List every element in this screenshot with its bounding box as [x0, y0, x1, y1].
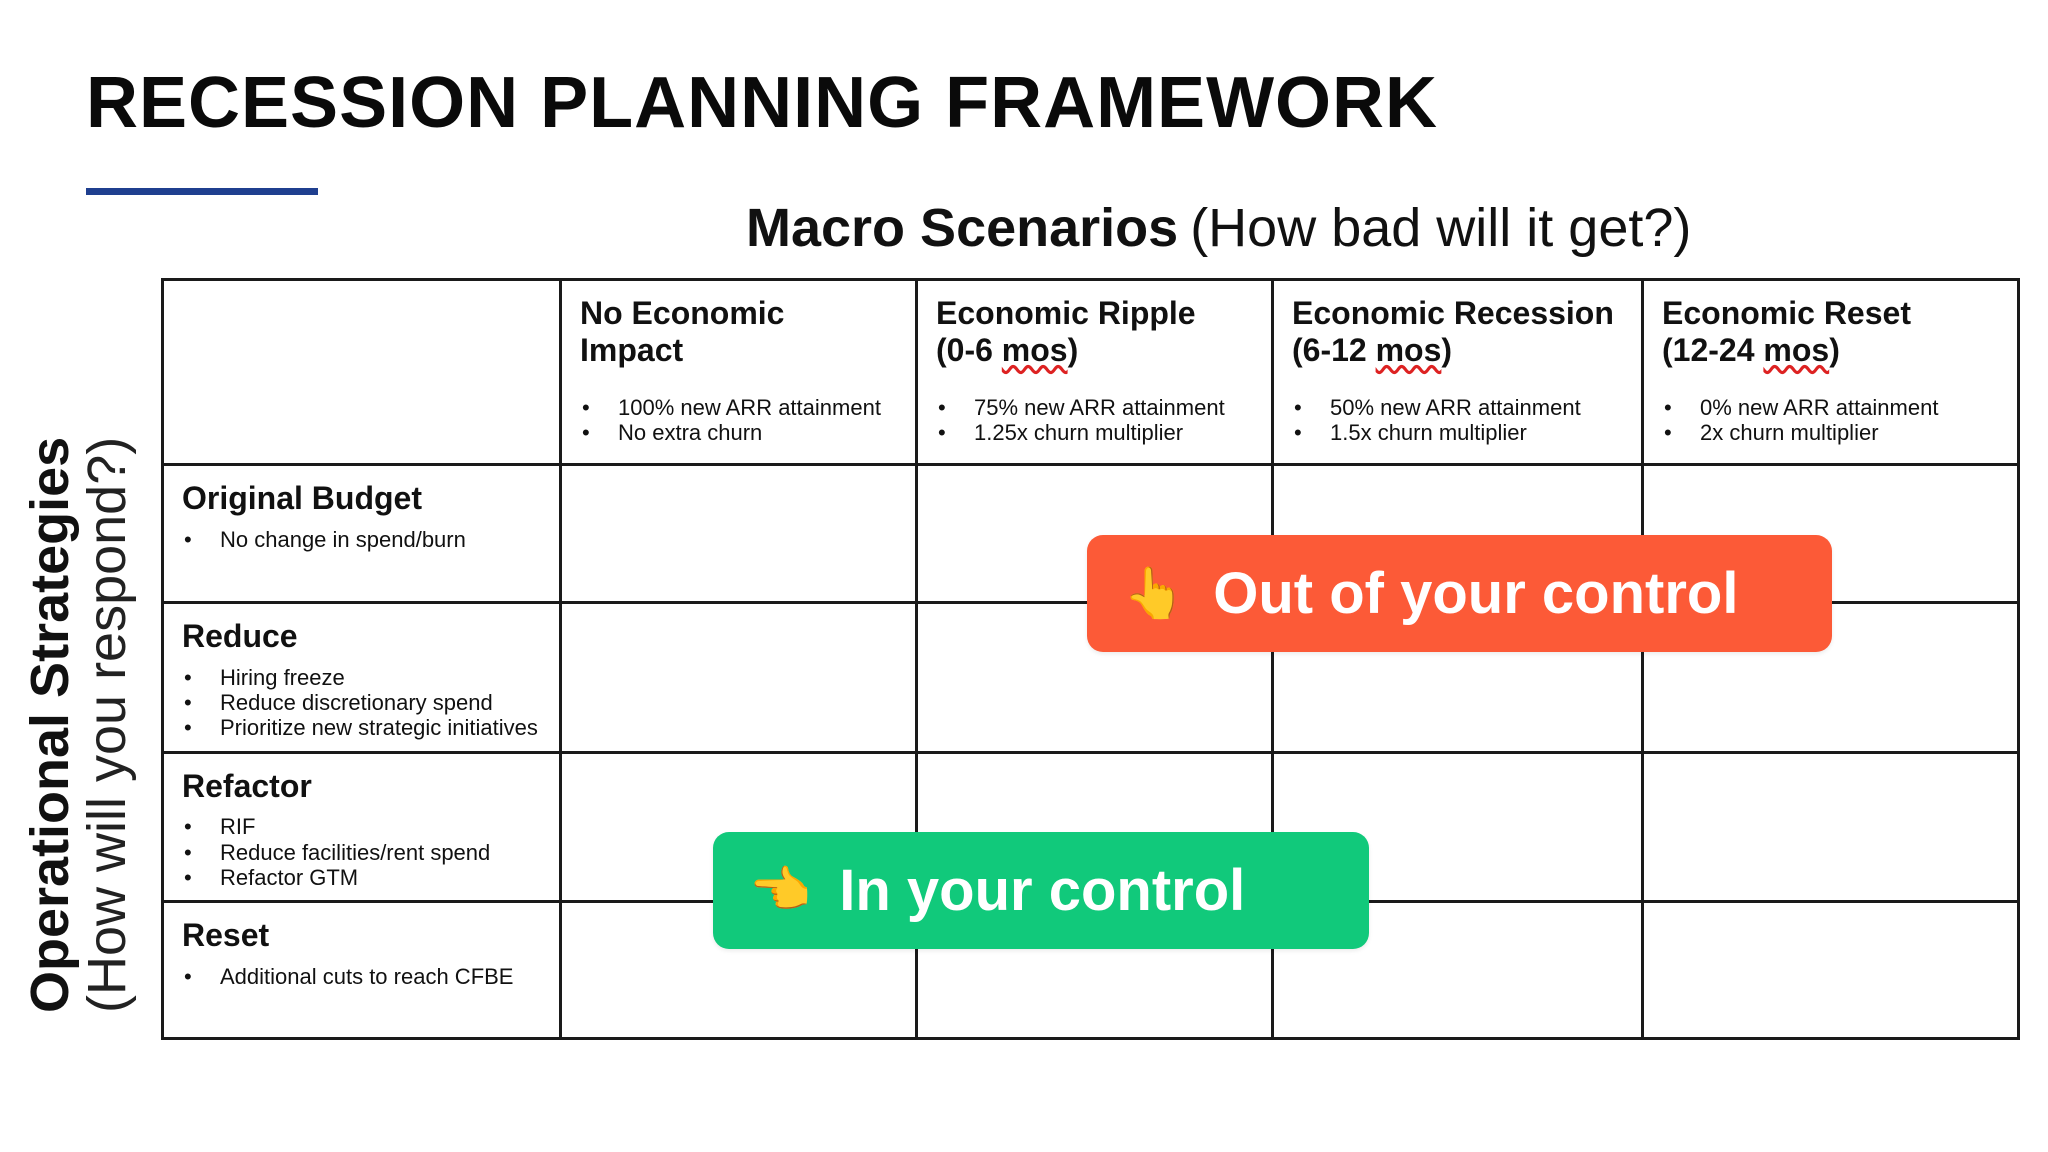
scenario-assumptions — [580, 395, 897, 446]
pointing-up-hand-icon: 👆 — [1123, 565, 1186, 621]
scenario-title — [936, 295, 1253, 369]
out-of-control-label: Out of your control — [1213, 561, 1739, 626]
strategy-action: • Additional cuts to reach CFBE — [182, 964, 541, 989]
scenario-title — [1292, 295, 1623, 369]
scenario-assumption: • 75% new ARR attainment — [936, 395, 1253, 420]
grid-cell — [561, 603, 917, 753]
strategy-title: Reduce — [182, 618, 298, 654]
strategy-title: Refactor — [182, 767, 312, 804]
scenario-title — [1662, 295, 1999, 369]
strategy-action: • Hiring freeze — [182, 665, 541, 690]
scenario-assumptions — [936, 395, 1253, 446]
scenario-period-suffix: ) — [1441, 331, 1453, 368]
in-control-callout — [713, 832, 1369, 949]
scenario-header-cell — [1273, 280, 1643, 465]
strategy-actions — [182, 964, 541, 989]
scenario-header-row — [163, 280, 2019, 465]
scenario-title-line — [1662, 332, 1999, 369]
scenario-header-cell — [561, 280, 917, 465]
operational-strategies-label: Operational Strategies — [20, 436, 80, 1013]
scenario-period-prefix: (12-24 — [1662, 331, 1764, 368]
scenario-assumption: • No extra churn — [580, 420, 897, 445]
strategy-action: • RIF — [182, 814, 541, 839]
strategy-action: • No change in spend/burn — [182, 527, 541, 552]
scenario-assumption: • 1.25x churn multiplier — [936, 420, 1253, 445]
operational-strategies-heading — [22, 437, 135, 1013]
strategy-title: Original Budget — [182, 480, 422, 516]
scenario-period-suffix: ) — [1829, 331, 1840, 368]
out-of-control-callout — [1087, 535, 1832, 652]
strategy-actions — [182, 665, 541, 741]
operational-strategies-question: (How will you respond?) — [76, 436, 137, 1013]
grid-cell — [1643, 752, 2019, 902]
scenario-assumptions — [1292, 395, 1623, 446]
strategy-actions — [182, 814, 541, 890]
scenario-assumption: • 2x churn multiplier — [1662, 420, 1999, 445]
macro-scenarios-heading — [746, 197, 1691, 259]
scenario-header-cell — [1643, 280, 2019, 465]
strategy-actions — [182, 527, 541, 552]
scenario-title-line: No Economic — [580, 295, 785, 331]
scenario-period-unit: mos — [1763, 331, 1830, 368]
scenario-assumption: • 1.5x churn multiplier — [1292, 420, 1623, 445]
corner-cell — [163, 280, 561, 465]
title-underline — [86, 188, 318, 195]
scenario-period-prefix: (0-6 — [936, 331, 1002, 368]
strategy-action: • Reduce facilities/rent spend — [182, 840, 541, 865]
scenario-assumptions — [1662, 395, 1999, 446]
strategy-cell — [163, 603, 561, 753]
scenario-assumption: • 0% new ARR attainment — [1662, 395, 1999, 420]
scenario-assumption: • 50% new ARR attainment — [1292, 395, 1623, 420]
scenario-title — [580, 295, 897, 369]
strategy-cell — [163, 752, 561, 902]
scenario-title-line: Impact — [580, 331, 684, 368]
scenario-title-line: Economic Recession — [1292, 295, 1614, 331]
strategy-action: • Refactor GTM — [182, 865, 541, 890]
strategy-cell — [163, 902, 561, 1039]
scenario-assumption: • 100% new ARR attainment — [580, 395, 897, 420]
scenario-header-cell — [917, 280, 1273, 465]
page-title: RECESSION PLANNING FRAMEWORK — [86, 63, 1439, 143]
scenario-title-line — [936, 332, 1253, 369]
strategy-title: Reset — [182, 917, 270, 954]
scenario-period-prefix: (6-12 — [1292, 331, 1376, 368]
scenario-period-unit: mos — [1375, 331, 1442, 368]
scenario-period-unit: mos — [1001, 331, 1068, 368]
macro-scenarios-label: Macro Scenarios — [746, 198, 1179, 258]
pointing-left-hand-icon: 👈 — [749, 862, 812, 918]
in-control-label: In your control — [839, 858, 1246, 923]
strategy-action: • Prioritize new strategic initiatives — [182, 715, 541, 740]
scenario-title-line: Economic Reset — [1662, 295, 1911, 331]
grid-cell — [1643, 902, 2019, 1039]
macro-scenarios-question: (How bad will it get?) — [1190, 198, 1692, 258]
grid-cell — [561, 465, 917, 603]
strategy-action: • Reduce discretionary spend — [182, 690, 541, 715]
scenario-title-line: Economic Ripple — [936, 295, 1196, 331]
strategy-cell — [163, 465, 561, 603]
scenario-title-line — [1292, 332, 1623, 369]
scenario-period-suffix: ) — [1067, 331, 1079, 368]
